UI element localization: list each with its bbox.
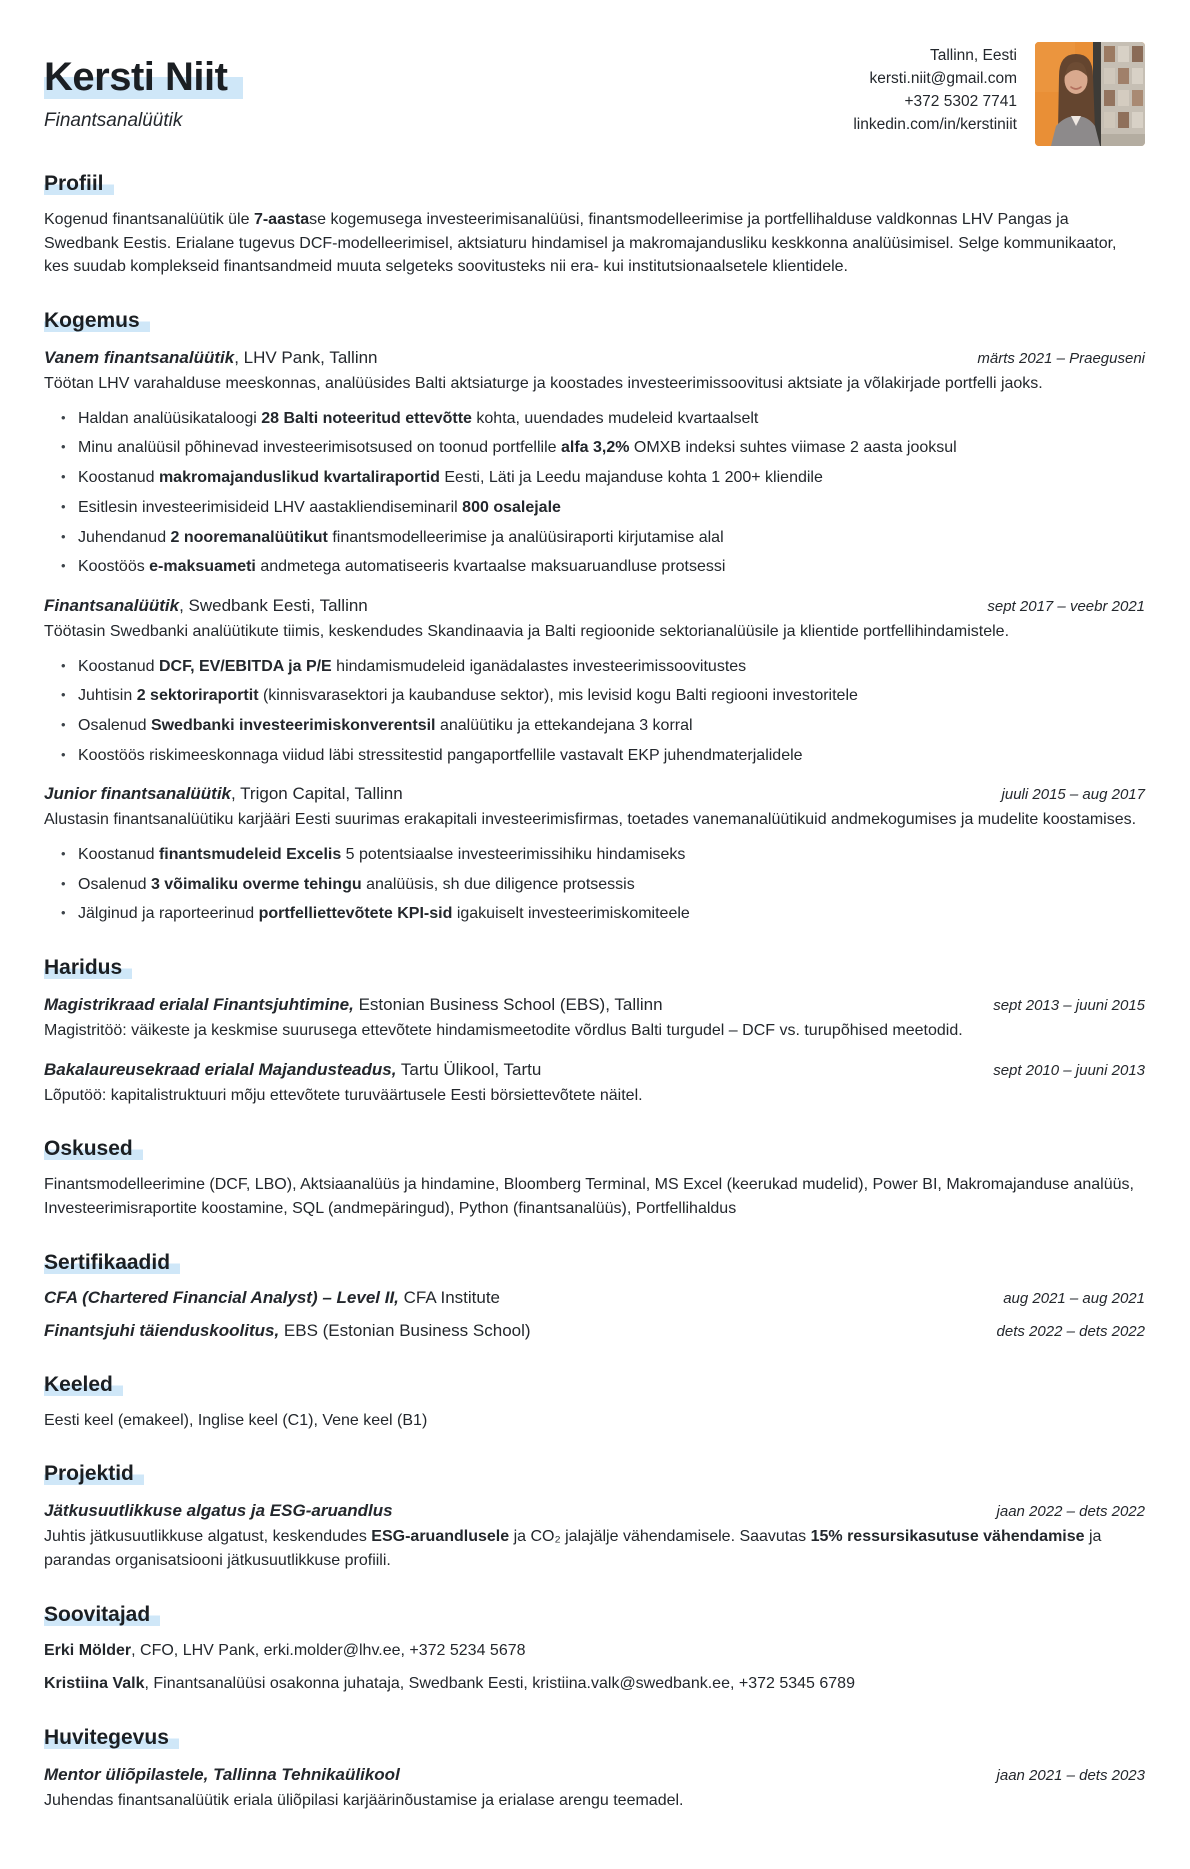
certification-entry-1-title: CFA (Chartered Financial Analyst) – Level II, CFA Institute — [44, 1287, 501, 1307]
section-heading-languages — [44, 1373, 1145, 1397]
job-entry-1 — [44, 347, 1145, 579]
section-profile — [44, 172, 1145, 279]
project-entry-1-title: Jätkusuutlikkuse algatus ja ESG-aruandlus — [44, 1501, 393, 1521]
job-entry-3-summary: Alustasin finantsanalüütiku karjääri Eesti suurimas erakapitali investeerimisfirmas, toetades vanemanalüütikuid andmekogumises ja mudelite koostamises. — [44, 811, 1137, 829]
section-heading-experience-text: Kogemus — [44, 309, 150, 332]
activity-entry-1-desc: Juhendas finantsanalüütik eriala üliõpilasi karjäärinõustamise ja erialase arengu teemadel. — [44, 1791, 684, 1809]
certification-entry-2-title: Finantsjuhi täienduskoolitus, EBS (Estonian Business School) — [44, 1320, 531, 1340]
bullet-item: • Osalenud Swedbanki investeerimiskonverentsil analüütiku ja ettekandejana 3 korral — [60, 715, 1145, 738]
section-activities — [44, 1726, 1145, 1813]
bullet-item: • Minu analüüsil põhinevad investeerimisotsused on toonud portfellile alfa 3,2% OMXB indeksi suhtes viimase 2 aasta jooksul — [60, 437, 1145, 460]
section-heading-languages-text: Keeled — [44, 1373, 123, 1396]
education-entry-1-title: Magistrikraad erialal Finantsjuhtimine, Estonian Business School (EBS), Tallinn — [44, 995, 663, 1015]
activity-entry-1-title: Mentor üliõpilastele, Tallinna Tehnikaülikool — [44, 1764, 400, 1784]
section-heading-certifications — [44, 1251, 1145, 1275]
job-entry-3-head — [44, 783, 1145, 806]
section-heading-activities-text: Huvitegevus — [44, 1726, 179, 1749]
certification-entry-2-dates: dets 2022 – dets 2022 — [996, 1322, 1145, 1340]
job-entry-1-bullets — [44, 408, 1145, 579]
bullet-item: • Jälginud ja raporteerinud portfelliettevõtete KPI-sid igakuiselt investeerimiskomiteele — [60, 903, 1145, 926]
job-entry-3-title: Junior finantsanalüütik, Trigon Capital, Tallinn — [44, 784, 403, 804]
section-heading-skills-text: Oskused — [44, 1137, 143, 1160]
bullet-item: • Koostöös e-maksuameti andmetega automatiseeris kvartaalse maksuaruandluse protsessi — [60, 556, 1145, 579]
certification-entry-1-dates: aug 2021 – aug 2021 — [1003, 1289, 1145, 1307]
section-experience — [44, 309, 1145, 926]
section-heading-activities — [44, 1726, 1145, 1750]
activity-entry-1 — [44, 1764, 1145, 1813]
education-entry-2-dates: sept 2010 – juuni 2013 — [993, 1061, 1145, 1079]
bullet-item: • Koostanud DCF, EV/EBITDA ja P/E hindamismudeleid iganädalastes investeerimissoovitustes — [60, 656, 1145, 679]
bullet-item: • Osalenud 3 võimaliku overme tehingu analüüsis, sh due diligence protsessis — [60, 874, 1145, 897]
bullet-item: • Esitlesin investeerimisideid LHV aastakliendiseminaril 800 osalejale — [60, 497, 1145, 520]
section-heading-experience — [44, 309, 1145, 333]
contact-phone: +372 5302 7741 — [904, 93, 1017, 110]
section-heading-education-text: Haridus — [44, 956, 132, 979]
contact-linkedin: linkedin.com/in/kerstiniit — [853, 116, 1017, 133]
bullet-item: • Juhendanud 2 nooremanalüütikut finantsmodelleerimise ja analüüsiraporti kirjutamise alal — [60, 527, 1145, 550]
bullet-item: • Koostanud finantsmudeleid Excelis 5 potentsiaalse investeerimissihiku hindamiseks — [60, 844, 1145, 867]
header-identity — [44, 42, 243, 132]
job-entry-3-bullets — [44, 844, 1145, 926]
reference-2: Kristiina Valk, Finantsanalüüsi osakonna juhataja, Swedbank Eesti, kristiina.valk@swedbank.ee, +372 5345 6789 — [44, 1675, 855, 1693]
job-entry-1-summary: Töötan LHV varahalduse meeskonnas, analüüsides Balti aktsiaturge ja koostades investeerimissoovitusi aktsiate ja võlakirjade portfelli jaoks. — [44, 374, 1043, 392]
profile-photo-illustration — [1035, 42, 1145, 146]
section-heading-profile-text: Profiil — [44, 172, 114, 195]
reference-1: Erki Mölder, CFO, LHV Pank, erki.molder@lhv.ee, +372 5234 5678 — [44, 1641, 526, 1659]
education-entry-2-head — [44, 1059, 1145, 1082]
bullet-item: • Haldan analüüsikataloogi 28 Balti noteeritud ettevõtte kohta, uuendades mudeleid kvartaalselt — [60, 408, 1145, 431]
section-languages — [44, 1373, 1145, 1433]
job-entry-1-title: Vanem finantsanalüütik, LHV Pank, Tallinn — [44, 348, 378, 368]
contact-email: kersti.niit@gmail.com — [869, 70, 1017, 87]
bullet-item: • Koostanud makromajanduslikud kvartaliraportid Eesti, Läti ja Leedu majanduse kohta 1 200+ kliendile — [60, 467, 1145, 490]
section-heading-skills — [44, 1137, 1145, 1161]
job-entry-1-dates: märts 2021 – Praeguseni — [977, 350, 1145, 368]
education-entry-1-dates: sept 2013 – juuni 2015 — [993, 997, 1145, 1015]
bullet-item: • Koostöös riskimeeskonnaga viidud läbi stressitestid pangaportfellile vastavalt EKP juhendmaterjalidele — [60, 745, 1145, 768]
section-heading-profile — [44, 172, 1145, 196]
section-heading-projects — [44, 1462, 1145, 1486]
skills-text: Finantsmodelleerimine (DCF, LBO), Aktsiaanalüüs ja hindamine, Bloomberg Terminal, MS Excel (keerukad mudelid), Power BI, Makromajanduse analüüs, Investeerimisraportite koostamine, SQL (andmepäringud), Python (finantsanalüüs), Portfellihaldus — [44, 1176, 1134, 1218]
job-entry-2-dates: sept 2017 – veebr 2021 — [987, 597, 1145, 615]
profile-photo — [1035, 42, 1145, 146]
section-skills — [44, 1137, 1145, 1220]
activity-entry-1-head — [44, 1764, 1145, 1787]
profile-text: Kogenud finantsanalüütik üle 7-aastase kogemusega investeerimisanalüüsi, finantsmodelleerimise ja portfellihalduse valdkonnas LHV Pangas ja Swedbank Eestis. Erialane tugevus DCF-modelleerimisel, aktsiaturu hindamisel ja makromajandusliku keskkonna analüüsimisel. Selge kommunikaator, kes suudab komplekseid finantsandmeid muuta selgeteks soovitusteks nii era- kui institutsionaalsetele klientidele. — [44, 211, 1117, 276]
job-entry-2 — [44, 595, 1145, 767]
bullet-item: • Juhtisin 2 sektoriraportit (kinnisvarasektori ja kaubanduse sektor), mis levisid kogu Balti regiooni investoritele — [60, 685, 1145, 708]
job-entry-2-bullets — [44, 656, 1145, 768]
project-entry-1-head — [44, 1500, 1145, 1523]
job-entry-2-title: Finantsanalüütik, Swedbank Eesti, Tallinn — [44, 595, 368, 615]
job-entry-3 — [44, 783, 1145, 926]
section-heading-references-text: Soovitajad — [44, 1603, 160, 1626]
person-name — [44, 56, 243, 98]
person-job-title: Finantsanalüütik — [44, 110, 183, 131]
contact-location: Tallinn, Eesti — [929, 47, 1017, 64]
section-heading-projects-text: Projektid — [44, 1462, 144, 1485]
education-entry-2 — [44, 1059, 1145, 1108]
job-entry-1-head — [44, 347, 1145, 370]
education-entry-1-note: Magistritöö: väikeste ja keskmise suurusega ettevõtete hindamismeetodite võrdlus Balti turgudel – DCF vs. turupõhised meetodid. — [44, 1022, 963, 1040]
header-contact-area — [853, 42, 1145, 146]
project-entry-1 — [44, 1500, 1145, 1572]
section-education — [44, 956, 1145, 1107]
section-heading-education — [44, 956, 1145, 980]
languages-text: Eesti keel (emakeel), Inglise keel (C1), Vene keel (B1) — [44, 1411, 428, 1429]
education-entry-1 — [44, 994, 1145, 1043]
certification-entry-1 — [44, 1287, 1145, 1310]
education-entry-2-title: Bakalaureusekraad erialal Majandusteadus, Tartu Ülikool, Tartu — [44, 1059, 542, 1079]
section-references — [44, 1603, 1145, 1696]
certification-entry-2 — [44, 1320, 1145, 1343]
job-entry-2-summary: Töötasin Swedbanki analüütikute tiimis, keskendudes Skandinaavia ja Balti regioonide sektorianalüüsile ja klientide portfellihindamistele. — [44, 622, 1010, 640]
section-projects — [44, 1462, 1145, 1572]
contact-block — [853, 42, 1017, 136]
section-certifications — [44, 1251, 1145, 1343]
job-entry-2-head — [44, 595, 1145, 618]
section-heading-certifications-text: Sertifikaadid — [44, 1251, 180, 1274]
header — [44, 42, 1145, 146]
job-entry-3-dates: juuli 2015 – aug 2017 — [1001, 786, 1145, 804]
section-heading-references — [44, 1603, 1145, 1627]
person-name-text: Kersti Niit — [44, 55, 243, 99]
project-entry-1-dates: jaan 2022 – dets 2022 — [996, 1503, 1145, 1521]
activity-entry-1-dates: jaan 2021 – dets 2023 — [996, 1766, 1145, 1784]
project-entry-1-desc: Juhtis jätkusuutlikkuse algatust, keskendudes ESG-aruandlusele ja CO₂ jalajälje vähendamisele. Saavutas 15% ressursikasutuse vähendamise ja parandas organisatsiooni jätkusuutlikkuse profiili. — [44, 1528, 1102, 1569]
education-entry-1-head — [44, 994, 1145, 1017]
education-entry-2-note: Lõputöö: kapitalistruktuuri mõju ettevõtete turuväärtusele Eesti börsiettevõtete näitel. — [44, 1086, 643, 1104]
